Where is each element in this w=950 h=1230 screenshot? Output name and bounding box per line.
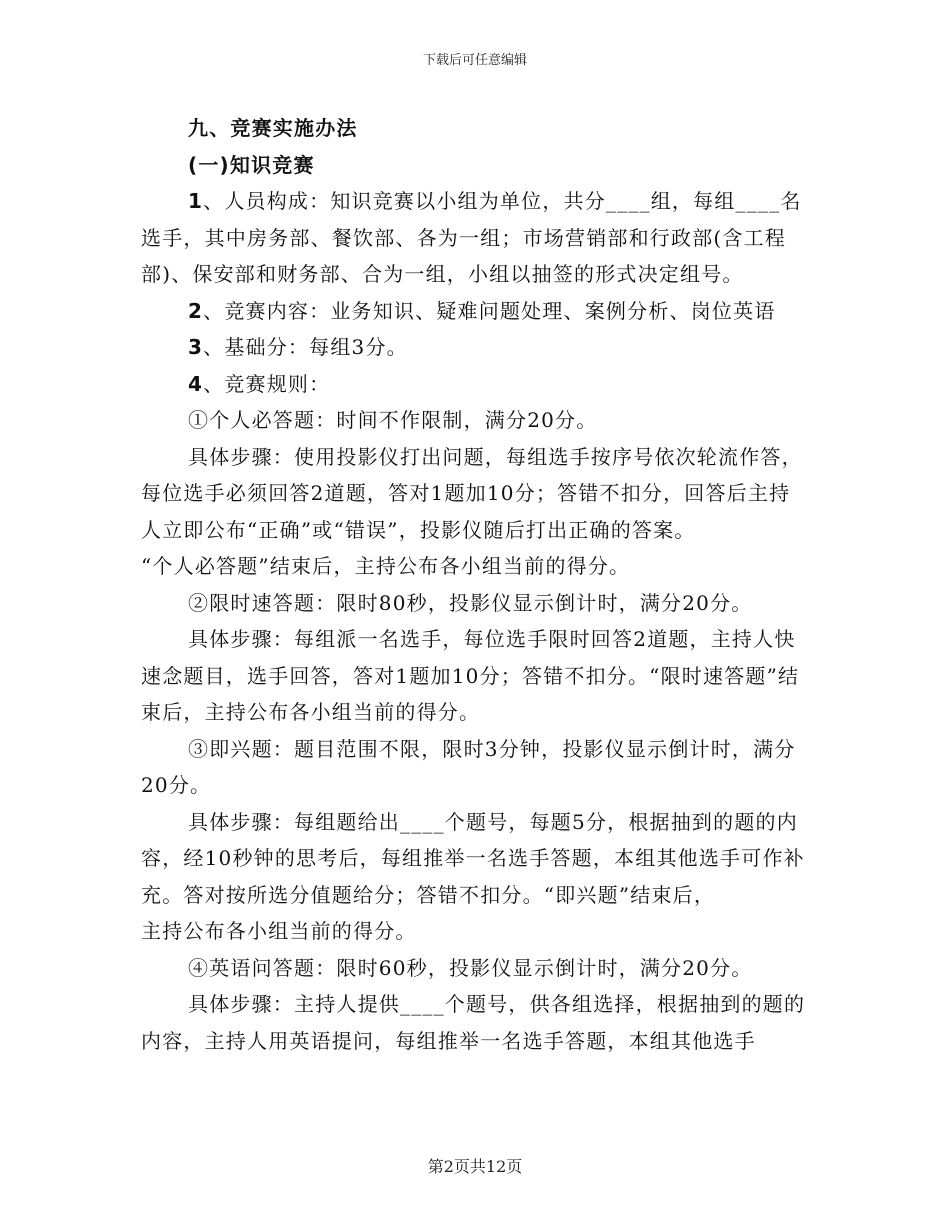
page-footer: 第2页共12页 <box>427 1157 523 1176</box>
subsection-title: (一)知识竞赛 <box>188 152 315 177</box>
rule-2-steps: 具体步骤：每组派一名选手，每位选手限时回答2道题，主持人快速念题目，选手回答，答对1题加10分；答错不扣分。“限时速答题”结束后，主持公布各小组当前的得分。 <box>141 627 800 724</box>
item-3-text: 、基础分：每组3分。 <box>203 335 408 359</box>
rule-3-title: ③即兴题：题目范围不限，限时3分钟，投影仪显示倒计时，满分20分。 <box>141 736 796 797</box>
item-2-text: 、竞赛内容：业务知识、疑难问题处理、案例分析、岗位英语 <box>203 298 776 323</box>
item-1-number: 1 <box>188 189 204 213</box>
section-title: 九、竞赛实施办法 <box>188 116 358 140</box>
item-1-text: 、人员构成：知识竞赛以小组为单位，共分____组，每组____名选手，其中房务部、餐饮部、各为一组；市场营销部和行政部(含工程部)、保安部和财务部、合为一组，小组以抽签的形式决定组号。 <box>141 189 802 286</box>
rule-1-steps: 具体步骤：使用投影仪打出问题，每组选手按序号依次轮流作答，每位选手必须回答2道题，答对1题加10分；答错不扣分，回答后主持人立即公布“正确”或“错误”，投影仪随后打出正确的答案。 <box>141 444 803 542</box>
rule-2-title: ②限时速答题：限时80秒，投影仪显示倒计时，满分20分。 <box>188 590 753 615</box>
item-2-paragraph <box>141 293 811 330</box>
rule-3-end: 主持公布各小组当前的得分。 <box>141 919 417 943</box>
rule-1-end: “个人必答题”结束后，主持公布各小组当前的得分。 <box>141 554 631 578</box>
item-3-number: 3 <box>188 335 204 359</box>
document-body <box>141 110 811 1059</box>
item-4-number: 4 <box>188 371 204 396</box>
item-3-paragraph <box>141 329 811 366</box>
page-header: 下载后可任意编辑 <box>422 53 527 68</box>
rule-3-steps: 具体步骤：每组题给出____个题号，每题5分，根据抽到的题的内容，经10秒钟的思考后，每组推举一名选手答题，本组其他选手可作补充。答对按所选分值题给分；答错不扣分。“即兴题”结束后， <box>141 809 805 907</box>
rule-1-title: ①个人必答题：时间不作限制，满分20分。 <box>188 408 598 432</box>
item-2-number: 2 <box>188 298 204 323</box>
rule-4-steps: 具体步骤：主持人提供____个题号，供各组选择，根据抽到的题的内容，主持人用英语提问，每组推举一名选手答题，本组其他选手 <box>141 992 806 1053</box>
rule-4-title: ④英语问答题：限时60秒，投影仪显示倒计时，满分20分。 <box>188 955 753 980</box>
item-1-paragraph <box>141 183 811 293</box>
item-4-text: 、竞赛规则： <box>203 371 331 396</box>
item-4-paragraph <box>141 366 811 403</box>
